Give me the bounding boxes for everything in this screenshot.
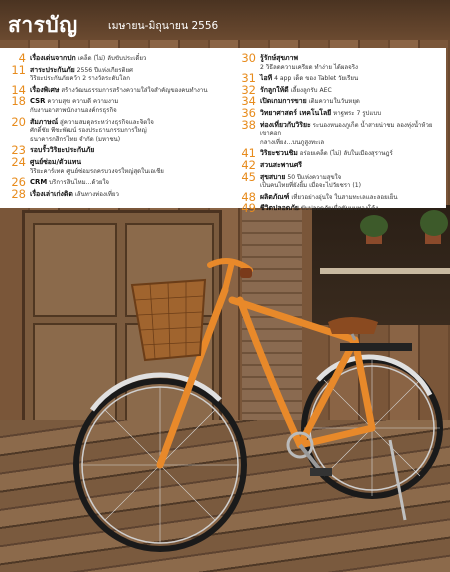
toc-title: เปิดเกมการขาย — [260, 97, 307, 106]
toc-title: สุขสบาย — [260, 172, 286, 181]
toc-title: ไอที — [260, 74, 273, 83]
toc-page-number: 48 — [241, 189, 256, 204]
toc-entry[interactable] — [0, 186, 222, 201]
toc-entry[interactable] — [230, 82, 440, 97]
toc-page-number: 20 — [11, 114, 26, 129]
toc-title: สวนสะพานศรี — [260, 160, 302, 169]
toc-entry[interactable] — [230, 146, 440, 161]
toc-page-number: 14 — [11, 82, 26, 97]
toc-entry[interactable] — [0, 154, 222, 176]
toc-page-number: 45 — [241, 169, 256, 184]
toc-description: อร่อยเคล็ด (ไม่) ลับในเมืองสุราษฎร์ — [299, 150, 393, 158]
toc-page-number: 23 — [11, 143, 26, 158]
toc-description: ขับปลอดภัยเมื่อขับบนทางโค้ง — [300, 205, 379, 213]
toc-page-number: 30 — [241, 51, 256, 65]
toc-description: เส้นทางท่องเที่ยว — [74, 190, 119, 198]
toc-description: หาฐพระ 7 รูปแบบ — [333, 109, 382, 117]
toc-page-number: 11 — [11, 62, 26, 77]
toc-description: บริการสินไหม...ด้วยใจ — [49, 179, 109, 187]
toc-entry[interactable] — [0, 82, 222, 97]
toc-description-line2: วิริยะประกันภัยคว้า 2 รางวัลระดับโลก — [30, 75, 130, 83]
toc-description: 2556 ปีแห่งเกียรติยศ — [76, 66, 133, 74]
toc-page-number: 18 — [11, 94, 26, 109]
toc-title: ชีวิตปลอดภัย — [260, 204, 299, 213]
toc-title: CSR — [30, 97, 46, 106]
toc-description: 4 app เด็ด ของ Tablet วัยเรียน — [274, 75, 359, 83]
toc-title: เรื่องเด่นจากปก — [30, 54, 76, 62]
toc-entry[interactable] — [230, 157, 440, 172]
toc-description: สร้างวัฒนธรรมการสร้างความใส่ใจสำคัญของคนทำงาน — [61, 86, 208, 94]
toc-entry[interactable] — [230, 51, 440, 72]
toc-page-number: 4 — [18, 51, 26, 65]
toc-description-line2: เป็นคนไทยที่ยังยิ้ม เมื่อจะไปวัยชรา (1) — [260, 182, 362, 190]
toc-page-number: 28 — [11, 186, 26, 201]
toc-title: รักลูกให้ดี — [260, 85, 289, 94]
toc-title: CRM — [30, 178, 48, 187]
toc-page-number: 24 — [11, 154, 26, 169]
toc-entry[interactable] — [0, 143, 222, 158]
toc-entry[interactable] — [0, 51, 222, 65]
toc-title: สัมภาษณ์ — [30, 117, 59, 126]
toc-page-number: 49 — [241, 201, 256, 216]
toc-description: เที่ยวอย่างอุ่นใจ ในสามทะเลและลอยเย็น — [291, 193, 398, 201]
toc-page-number: 34 — [241, 94, 256, 109]
toc-title: เรื่องเล่าเก่งติด — [30, 189, 73, 198]
toc-page-number: 26 — [11, 175, 26, 190]
page-title: สารบัญ — [8, 13, 78, 37]
toc-title: รอบรั้ววิริยะประกันภัย — [30, 146, 95, 155]
toc-page-number: 42 — [241, 157, 256, 172]
toc-entry[interactable] — [230, 117, 440, 148]
toc-description: เลี้ยงลูกรับ AEC — [290, 86, 332, 94]
toc-page-number: 41 — [241, 146, 256, 161]
toc-entry[interactable] — [230, 105, 440, 120]
toc-title: เรื่องพิเศษ — [30, 85, 60, 94]
toc-description: ระนองหนองภูเก็ต น้ำสายน่าชม ลองทุ่งน้ำห้วยเขาคอก — [260, 121, 433, 138]
toc-title: ศูนย์ซ่อม/ตัวแทน — [30, 157, 82, 166]
issue-date: เมษายน-มิถุนายน 2556 — [108, 20, 219, 32]
toc-description: เติมความในวันหยุด — [308, 98, 360, 106]
toc-description: เคล็ด (ไม่) ลับขับประเดี๋ยว — [77, 55, 147, 62]
toc-entry[interactable] — [230, 189, 440, 204]
toc-page-number: 38 — [241, 117, 256, 132]
toc-description: สู่ความสมดุลระหว่างธุรกิจและจิตใจ — [60, 118, 154, 126]
toc-entry[interactable] — [0, 62, 222, 84]
toc-title: ท่องเที่ยวกับวิริยะ — [260, 120, 311, 129]
toc-description-line2: วิริยะคาร์เทค ศูนย์ซ่อมรถครบวงจรใหญ่สุดในเอเชีย — [30, 167, 164, 175]
toc-description-line2: ศักดิ์ชัย พีชะพัฒน์ รองประธานกรรมการใหญ่ — [30, 127, 147, 135]
toc-entry[interactable] — [230, 71, 440, 86]
toc-description-line2: กลางเที่ยง...บนภูสูงทะเล — [260, 138, 325, 146]
toc-title: ผลิตภัณฑ์ — [260, 192, 290, 201]
toc-title: รู้รักษ์สุขภาพ — [260, 54, 298, 62]
toc-entry[interactable] — [230, 201, 440, 216]
toc-title: สาระประกันภัย — [30, 65, 75, 74]
toc-page-number: 36 — [241, 105, 256, 120]
toc-page-number: 32 — [241, 82, 256, 97]
toc-description: 50 ปีแห่งความสุขใจ — [287, 173, 342, 181]
toc-entry[interactable] — [0, 114, 222, 145]
toc-entry[interactable] — [230, 94, 440, 109]
toc-description: ความสุข ความดี ความงาม — [47, 98, 119, 106]
toc-right-column — [230, 51, 440, 216]
toc-entry[interactable] — [0, 94, 222, 115]
toc-description-line2: 2 วิธีลดความเครียด ทำง่าย ได้ผลจริง — [260, 63, 358, 71]
toc-title: วิทยาศาสตร์ เทคโนโลยี — [260, 108, 332, 117]
toc-description-line2: กับงานอาสาพนักงานองค์กรธุรกิจ — [30, 106, 117, 114]
toc-page-number: 31 — [241, 71, 256, 86]
toc-entry[interactable] — [0, 175, 222, 190]
toc-title: วิริยะชวนชิม — [260, 149, 298, 158]
toc-left-column — [0, 51, 222, 201]
toc-entry[interactable] — [230, 169, 440, 191]
toc-description-line3: ธนาคารกสิกรไทย จำกัด (มหาชน) — [30, 135, 121, 143]
